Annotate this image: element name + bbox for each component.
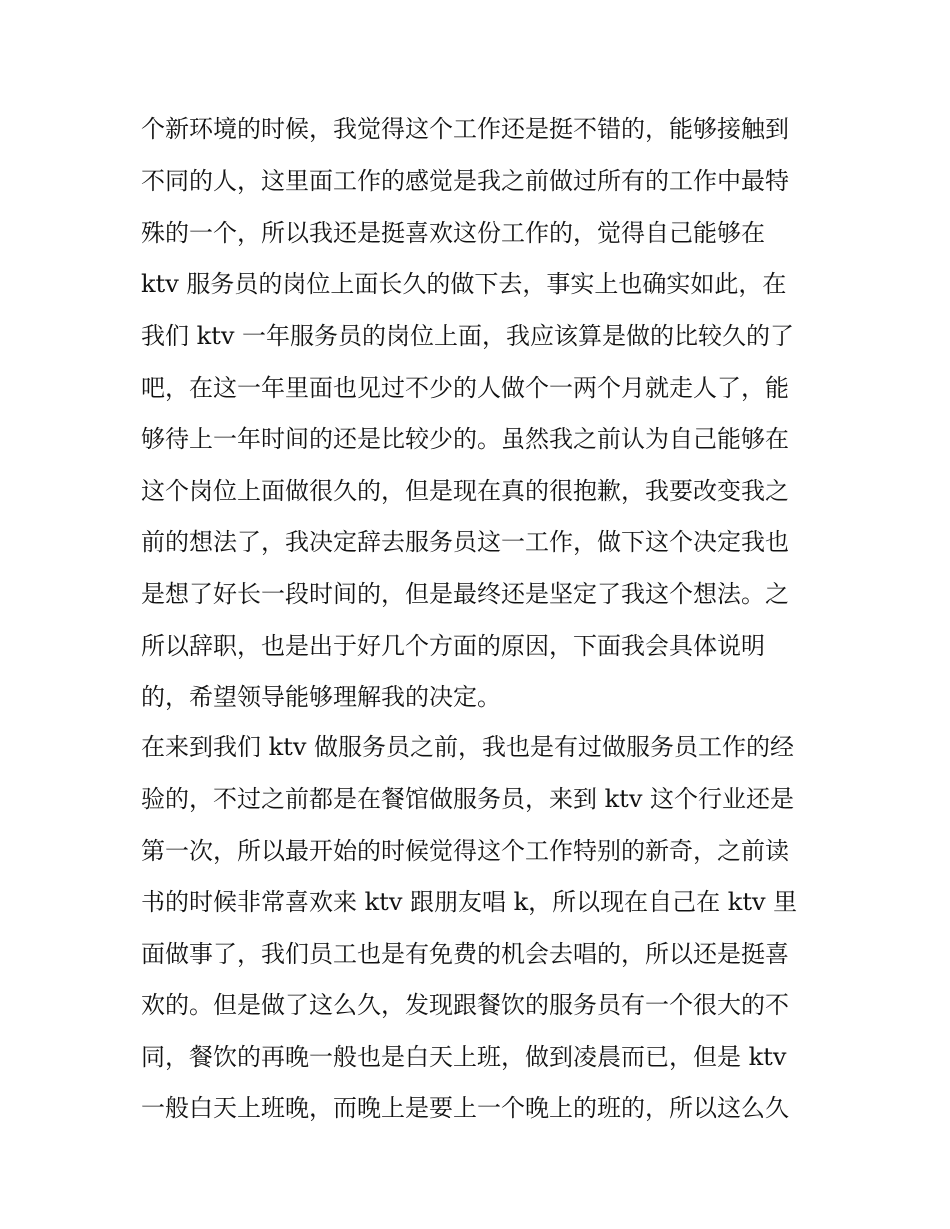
text-line: 验的，不过之前都是在餐馆做服务员，来到 ktv 这个行业还是: [141, 785, 795, 813]
text-line: 个新环境的时候，我觉得这个工作还是挺不错的，能够接触到: [141, 115, 789, 143]
text-line: 吧，在这一年里面也见过不少的人做个一两个月就走人了，能: [141, 374, 789, 402]
text-line: ktv 服务员的岗位上面长久的做下去，事实上也确实如此，在: [141, 270, 787, 298]
text-line: 所以辞职，也是出于好几个方面的原因，下面我会具体说明: [141, 632, 765, 660]
text-line: 不同的人，这里面工作的感觉是我之前做过所有的工作中最特: [141, 167, 789, 195]
text-line: 前的想法了，我决定辞去服务员这一工作，做下这个决定我也: [141, 528, 789, 556]
text-line: 第一次，所以最开始的时候觉得这个工作特别的新奇，之前读: [141, 837, 789, 865]
text-line: 这个岗位上面做很久的，但是现在真的很抱歉，我要改变我之: [141, 477, 789, 505]
text-line: 够待上一年时间的还是比较少的。虽然我之前认为自己能够在: [141, 425, 789, 453]
text-line: 我们 ktv 一年服务员的岗位上面，我应该算是做的比较久的了: [141, 322, 795, 350]
text-line: 的，希望领导能够理解我的决定。: [141, 683, 501, 711]
text-line: 书的时候非常喜欢来 ktv 跟朋友唱 k，所以现在自己在 ktv 里: [141, 888, 798, 916]
text-line: 在来到我们 ktv 做服务员之前，我也是有过做服务员工作的经: [141, 733, 795, 761]
text-line: 一般白天上班晚，而晚上是要上一个晚上的班的，所以这么久: [141, 1094, 789, 1122]
text-line: 欢的。但是做了这么久，发现跟餐饮的服务员有一个很大的不: [141, 991, 789, 1019]
text-line: 殊的一个，所以我还是挺喜欢这份工作的，觉得自己能够在: [141, 219, 765, 247]
text-line: 面做事了，我们员工也是有免费的机会去唱的，所以还是挺喜: [141, 940, 789, 968]
text-line: 同，餐饮的再晚一般也是白天上班，做到凌晨而已，但是 ktv: [141, 1043, 787, 1071]
text-line: 是想了好长一段时间的，但是最终还是坚定了我这个想法。之: [141, 580, 789, 608]
